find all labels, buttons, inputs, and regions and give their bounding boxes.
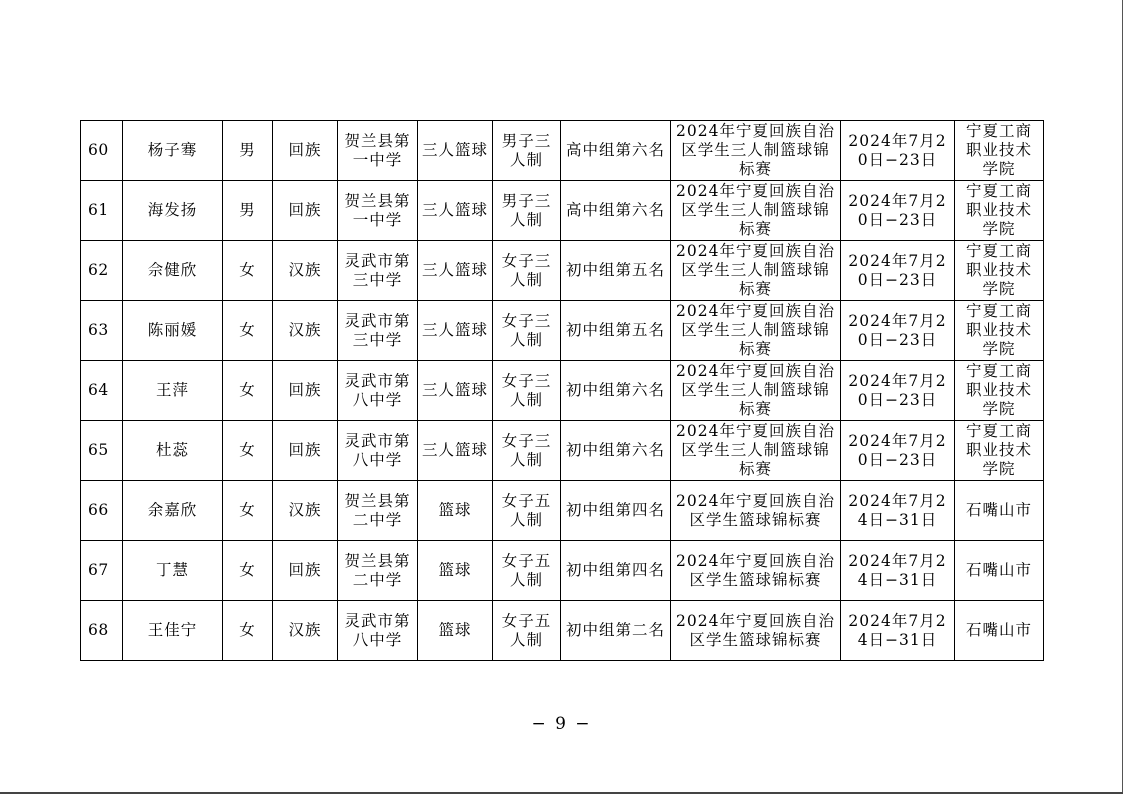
table-row (81, 301, 1044, 361)
athlete-ethnicity-cell: 汉族 (273, 601, 338, 661)
athlete-school-cell: 灵武市第八中学 (338, 601, 418, 661)
result-ranking-cell: 初中组第五名 (561, 301, 671, 361)
competition-date-cell: 2024年7月20日−23日 (841, 121, 955, 181)
result-ranking-cell: 初中组第六名 (561, 421, 671, 481)
competition-date-cell: 2024年7月24日−31日 (841, 541, 955, 601)
sport-type-cell: 篮球 (418, 481, 493, 541)
row-number-cell: 67 (81, 541, 123, 601)
result-ranking-cell: 高中组第六名 (561, 121, 671, 181)
competition-venue-cell: 宁夏工商职业技术学院 (955, 181, 1044, 241)
sport-type-cell: 三人篮球 (418, 361, 493, 421)
awards-table (80, 120, 1044, 661)
row-number-cell: 68 (81, 601, 123, 661)
result-ranking-cell: 初中组第二名 (561, 601, 671, 661)
athlete-gender-cell: 女 (223, 601, 273, 661)
event-name-cell: 女子五人制 (493, 481, 561, 541)
row-number-cell: 63 (81, 301, 123, 361)
athlete-school-cell: 灵武市第三中学 (338, 301, 418, 361)
athlete-gender-cell: 女 (223, 481, 273, 541)
competition-date-cell: 2024年7月20日−23日 (841, 421, 955, 481)
athlete-gender-cell: 男 (223, 181, 273, 241)
competition-venue-cell: 宁夏工商职业技术学院 (955, 361, 1044, 421)
row-number-cell: 65 (81, 421, 123, 481)
table-row (81, 481, 1044, 541)
athlete-name-cell: 杨子骞 (123, 121, 223, 181)
table-row (81, 601, 1044, 661)
competition-date-cell: 2024年7月20日−23日 (841, 241, 955, 301)
competition-name-cell: 2024年宁夏回族自治区学生篮球锦标赛 (671, 601, 841, 661)
athlete-ethnicity-cell: 回族 (273, 181, 338, 241)
athlete-name-cell: 海发扬 (123, 181, 223, 241)
result-ranking-cell: 初中组第四名 (561, 541, 671, 601)
competition-name-cell: 2024年宁夏回族自治区学生篮球锦标赛 (671, 481, 841, 541)
athlete-school-cell: 灵武市第八中学 (338, 421, 418, 481)
athlete-ethnicity-cell: 回族 (273, 541, 338, 601)
event-name-cell: 女子五人制 (493, 601, 561, 661)
sport-type-cell: 三人篮球 (418, 121, 493, 181)
athlete-name-cell: 王佳宁 (123, 601, 223, 661)
sport-type-cell: 三人篮球 (418, 241, 493, 301)
athlete-school-cell: 贺兰县第二中学 (338, 541, 418, 601)
row-number-cell: 64 (81, 361, 123, 421)
sport-type-cell: 三人篮球 (418, 181, 493, 241)
athlete-name-cell: 杜蕊 (123, 421, 223, 481)
competition-venue-cell: 石嘴山市 (955, 541, 1044, 601)
athlete-ethnicity-cell: 汉族 (273, 241, 338, 301)
table-row (81, 361, 1044, 421)
page-number: − 9 − (531, 714, 592, 734)
table-row (81, 121, 1044, 181)
competition-name-cell: 2024年宁夏回族自治区学生篮球锦标赛 (671, 541, 841, 601)
athlete-name-cell: 丁慧 (123, 541, 223, 601)
athlete-school-cell: 灵武市第八中学 (338, 361, 418, 421)
competition-name-cell: 2024年宁夏回族自治区学生三人制篮球锦标赛 (671, 421, 841, 481)
result-ranking-cell: 初中组第四名 (561, 481, 671, 541)
athlete-school-cell: 贺兰县第一中学 (338, 181, 418, 241)
athlete-ethnicity-cell: 汉族 (273, 301, 338, 361)
athlete-name-cell: 佘健欣 (123, 241, 223, 301)
competition-venue-cell: 宁夏工商职业技术学院 (955, 241, 1044, 301)
athlete-name-cell: 陈丽媛 (123, 301, 223, 361)
athlete-gender-cell: 女 (223, 541, 273, 601)
result-ranking-cell: 初中组第六名 (561, 361, 671, 421)
result-ranking-cell: 初中组第五名 (561, 241, 671, 301)
competition-venue-cell: 石嘴山市 (955, 481, 1044, 541)
competition-venue-cell: 宁夏工商职业技术学院 (955, 121, 1044, 181)
sport-type-cell: 篮球 (418, 601, 493, 661)
event-name-cell: 女子三人制 (493, 241, 561, 301)
athlete-gender-cell: 女 (223, 301, 273, 361)
competition-date-cell: 2024年7月24日−31日 (841, 601, 955, 661)
row-number-cell: 62 (81, 241, 123, 301)
table-row (81, 541, 1044, 601)
athlete-name-cell: 余嘉欣 (123, 481, 223, 541)
result-ranking-cell: 高中组第六名 (561, 181, 671, 241)
event-name-cell: 女子五人制 (493, 541, 561, 601)
competition-date-cell: 2024年7月20日−23日 (841, 301, 955, 361)
athlete-school-cell: 贺兰县第二中学 (338, 481, 418, 541)
competition-name-cell: 2024年宁夏回族自治区学生三人制篮球锦标赛 (671, 361, 841, 421)
competition-date-cell: 2024年7月24日−31日 (841, 481, 955, 541)
competition-venue-cell: 宁夏工商职业技术学院 (955, 301, 1044, 361)
competition-date-cell: 2024年7月20日−23日 (841, 181, 955, 241)
row-number-cell: 60 (81, 121, 123, 181)
event-name-cell: 女子三人制 (493, 361, 561, 421)
competition-date-cell: 2024年7月20日−23日 (841, 361, 955, 421)
competition-name-cell: 2024年宁夏回族自治区学生三人制篮球锦标赛 (671, 301, 841, 361)
athlete-gender-cell: 女 (223, 241, 273, 301)
sport-type-cell: 三人篮球 (418, 301, 493, 361)
athlete-ethnicity-cell: 回族 (273, 421, 338, 481)
table-row (81, 241, 1044, 301)
event-name-cell: 男子三人制 (493, 181, 561, 241)
athlete-ethnicity-cell: 回族 (273, 121, 338, 181)
competition-name-cell: 2024年宁夏回族自治区学生三人制篮球锦标赛 (671, 181, 841, 241)
competition-name-cell: 2024年宁夏回族自治区学生三人制篮球锦标赛 (671, 121, 841, 181)
athlete-gender-cell: 男 (223, 121, 273, 181)
sport-type-cell: 篮球 (418, 541, 493, 601)
event-name-cell: 女子三人制 (493, 301, 561, 361)
event-name-cell: 男子三人制 (493, 121, 561, 181)
awards-table-body (81, 121, 1044, 661)
sport-type-cell: 三人篮球 (418, 421, 493, 481)
row-number-cell: 61 (81, 181, 123, 241)
athlete-gender-cell: 女 (223, 361, 273, 421)
athlete-gender-cell: 女 (223, 421, 273, 481)
athlete-school-cell: 贺兰县第一中学 (338, 121, 418, 181)
athlete-ethnicity-cell: 汉族 (273, 481, 338, 541)
athlete-name-cell: 王萍 (123, 361, 223, 421)
row-number-cell: 66 (81, 481, 123, 541)
event-name-cell: 女子三人制 (493, 421, 561, 481)
athlete-ethnicity-cell: 回族 (273, 361, 338, 421)
athlete-school-cell: 灵武市第三中学 (338, 241, 418, 301)
competition-venue-cell: 宁夏工商职业技术学院 (955, 421, 1044, 481)
competition-name-cell: 2024年宁夏回族自治区学生三人制篮球锦标赛 (671, 241, 841, 301)
competition-venue-cell: 石嘴山市 (955, 601, 1044, 661)
table-row (81, 181, 1044, 241)
table-row (81, 421, 1044, 481)
